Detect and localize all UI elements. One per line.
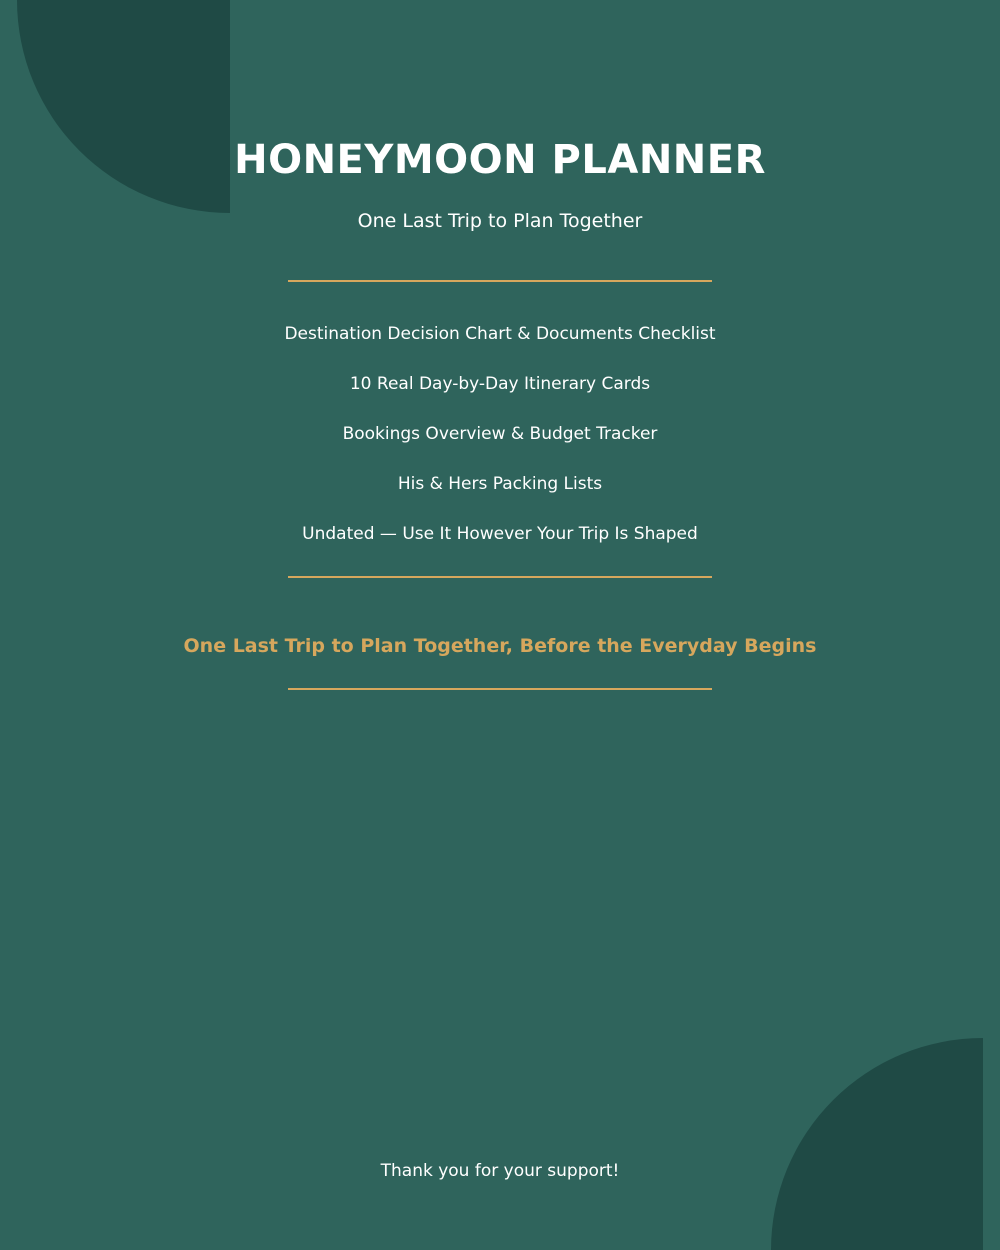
page-title: HONEYMOON PLANNER <box>234 137 766 183</box>
feature-item-destination-decision: Destination Decision Chart & Documents Checklist <box>284 324 716 344</box>
feature-list <box>0 322 1000 572</box>
feature-item-packing-lists: His & Hers Packing Lists <box>397 474 603 494</box>
bottom-right-quarter-circle-decoration <box>771 1038 1000 1250</box>
feature-item-bookings-budget: Bookings Overview & Budget Tracker <box>342 424 658 444</box>
feature-item-undated-note: Undated — Use It However Your Trip Is Shaped <box>302 524 698 544</box>
page-subtitle: One Last Trip to Plan Together <box>357 210 643 232</box>
feature-item-itinerary-cards: 10 Real Day-by-Day Itinerary Cards <box>349 374 651 394</box>
gold-divider-middle <box>288 576 712 578</box>
gold-tagline: One Last Trip to Plan Together, Before the Everyday Begins <box>183 635 817 657</box>
gold-divider-bottom <box>288 688 712 690</box>
gold-divider-top <box>288 280 712 282</box>
thank-you-message: Thank you for your support! <box>380 1161 620 1181</box>
